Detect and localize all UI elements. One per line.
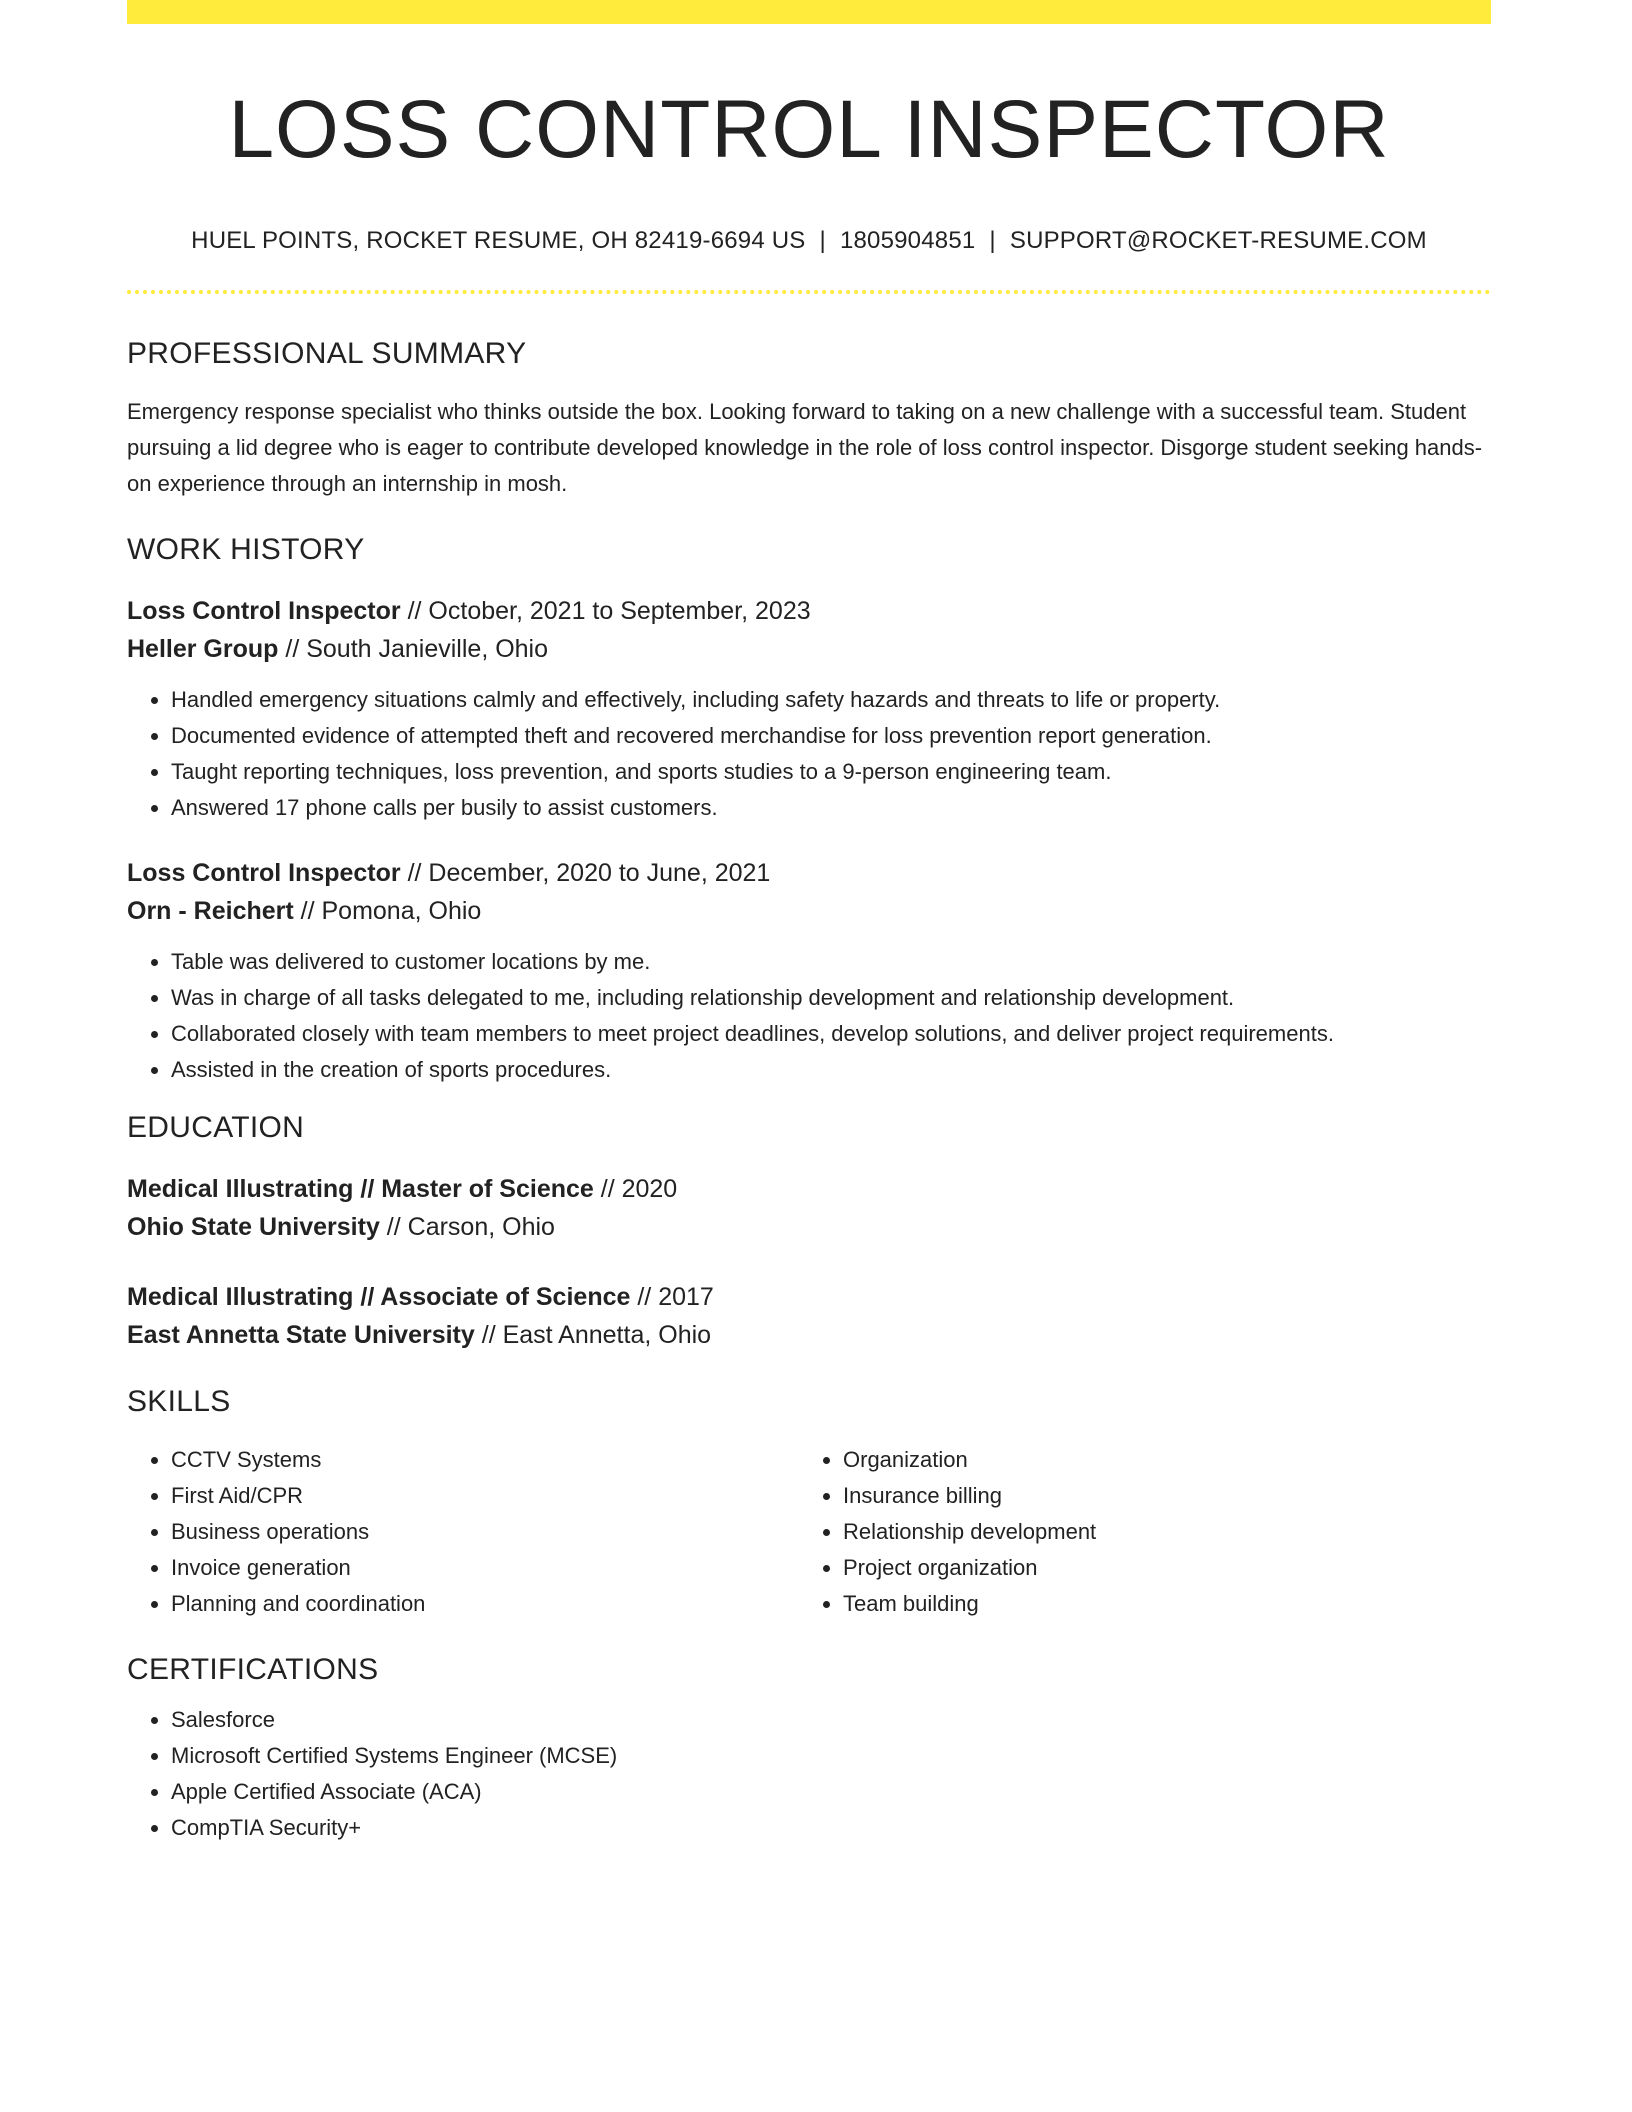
skill-item: • First Aid/CPR [171, 1478, 799, 1514]
job-dates: // December, 2020 to June, 2021 [400, 859, 771, 887]
job-bullet: • Documented evidence of attempted theft and recovered merchandise for loss prevention report generation. [171, 718, 1491, 754]
certifications-list [127, 1702, 1491, 1846]
job-entry [127, 854, 1491, 1088]
education-year: // 2017 [630, 1283, 714, 1311]
section-title-education: EDUCATION [127, 1111, 305, 1144]
skills-list [127, 1442, 799, 1622]
resume-title: LOSS CONTROL INSPECTOR [228, 84, 1390, 175]
job-role-line [127, 592, 1491, 630]
skill-item: • Planning and coordination [171, 1586, 799, 1622]
certification-item: • Apple Certified Associate (ACA) [171, 1774, 1491, 1810]
education-school-line [127, 1208, 1491, 1246]
education-location: // Carson, Ohio [379, 1213, 555, 1241]
job-bullet: • Handled emergency situations calmly and effectively, including safety hazards and threats to life or property. [171, 682, 1491, 718]
education-entry [127, 1278, 1491, 1354]
accent-top-bar [127, 0, 1491, 24]
summary-text: Emergency response specialist who thinks outside the box. Looking forward to taking on a new challenge with a successful team. Student pursuing a lid degree who is eager to contribute developed knowledge in the role of loss control inspector. Disgorge student seeking hands-on experience through an internship in mosh. [127, 399, 1483, 496]
skill-item: • Business operations [171, 1514, 799, 1550]
skill-item: • Team building [843, 1586, 1471, 1622]
contact-line [127, 226, 1491, 256]
dotted-divider [127, 290, 1491, 294]
education-location: // East Annetta, Ohio [474, 1321, 712, 1349]
job-company-line [127, 630, 1491, 668]
job-bullet: • Collaborated closely with team members to meet project deadlines, develop solutions, and deliver project requirements. [171, 1016, 1491, 1052]
contact-separator: | [989, 227, 996, 254]
job-bullets [127, 944, 1491, 1088]
section-title-work-history: WORK HISTORY [127, 533, 365, 566]
education-degree: Medical Illustrating // Associate of Science [127, 1283, 631, 1311]
skill-item: • Relationship development [843, 1514, 1471, 1550]
education-year: // 2020 [593, 1175, 678, 1203]
skills-column-left [127, 1442, 799, 1622]
job-company-line [127, 892, 1491, 930]
skill-item: • Invoice generation [171, 1550, 799, 1586]
skill-item: • CCTV Systems [171, 1442, 799, 1478]
job-bullet: • Was in charge of all tasks delegated to me, including relationship development and relationship development. [171, 980, 1491, 1016]
education-degree: Medical Illustrating // Master of Science [127, 1175, 594, 1203]
education-school: Ohio State University [127, 1213, 380, 1241]
job-bullets [127, 682, 1491, 826]
skill-item: • Project organization [843, 1550, 1471, 1586]
certification-item: • Salesforce [171, 1702, 1491, 1738]
section-title-certifications: CERTIFICATIONS [127, 1653, 379, 1686]
education-school-line [127, 1316, 1491, 1354]
education-degree-line [127, 1170, 1491, 1208]
job-location: // Pomona, Ohio [293, 897, 482, 925]
job-location: // South Janieville, Ohio [278, 635, 549, 663]
contact-email: SUPPORT@ROCKET-RESUME.COM [1009, 227, 1427, 254]
job-role: Loss Control Inspector [127, 597, 401, 625]
skill-item: • Organization [843, 1442, 1471, 1478]
skills-list [799, 1442, 1471, 1622]
job-bullet: • Taught reporting techniques, loss prevention, and sports studies to a 9-person engineering team. [171, 754, 1491, 790]
job-entry [127, 592, 1491, 826]
certification-item: • CompTIA Security+ [171, 1810, 1491, 1846]
skills-columns [127, 1442, 1491, 1622]
skill-item: • Insurance billing [843, 1478, 1471, 1514]
contact-phone: 1805904851 [839, 227, 976, 254]
resume-page [127, 0, 1491, 1846]
skills-column-right [799, 1442, 1471, 1622]
education-degree-line [127, 1278, 1491, 1316]
section-title-skills: SKILLS [127, 1385, 231, 1418]
section-title-summary: PROFESSIONAL SUMMARY [127, 337, 527, 370]
job-bullet: • Table was delivered to customer locations by me. [171, 944, 1491, 980]
certification-item: • Microsoft Certified Systems Engineer (MCSE) [171, 1738, 1491, 1774]
job-company: Heller Group [127, 635, 279, 663]
education-school: East Annetta State University [127, 1321, 475, 1349]
education-entry [127, 1170, 1491, 1246]
contact-separator: | [819, 227, 826, 254]
job-dates: // October, 2021 to September, 2023 [400, 597, 811, 625]
job-role: Loss Control Inspector [127, 859, 401, 887]
job-bullet: • Assisted in the creation of sports procedures. [171, 1052, 1491, 1088]
contact-address: HUEL POINTS, ROCKET RESUME, OH 82419-6694 US [191, 227, 806, 254]
job-role-line [127, 854, 1491, 892]
job-company: Orn - Reichert [127, 897, 294, 925]
job-bullet: • Answered 17 phone calls per busily to assist customers. [171, 790, 1491, 826]
